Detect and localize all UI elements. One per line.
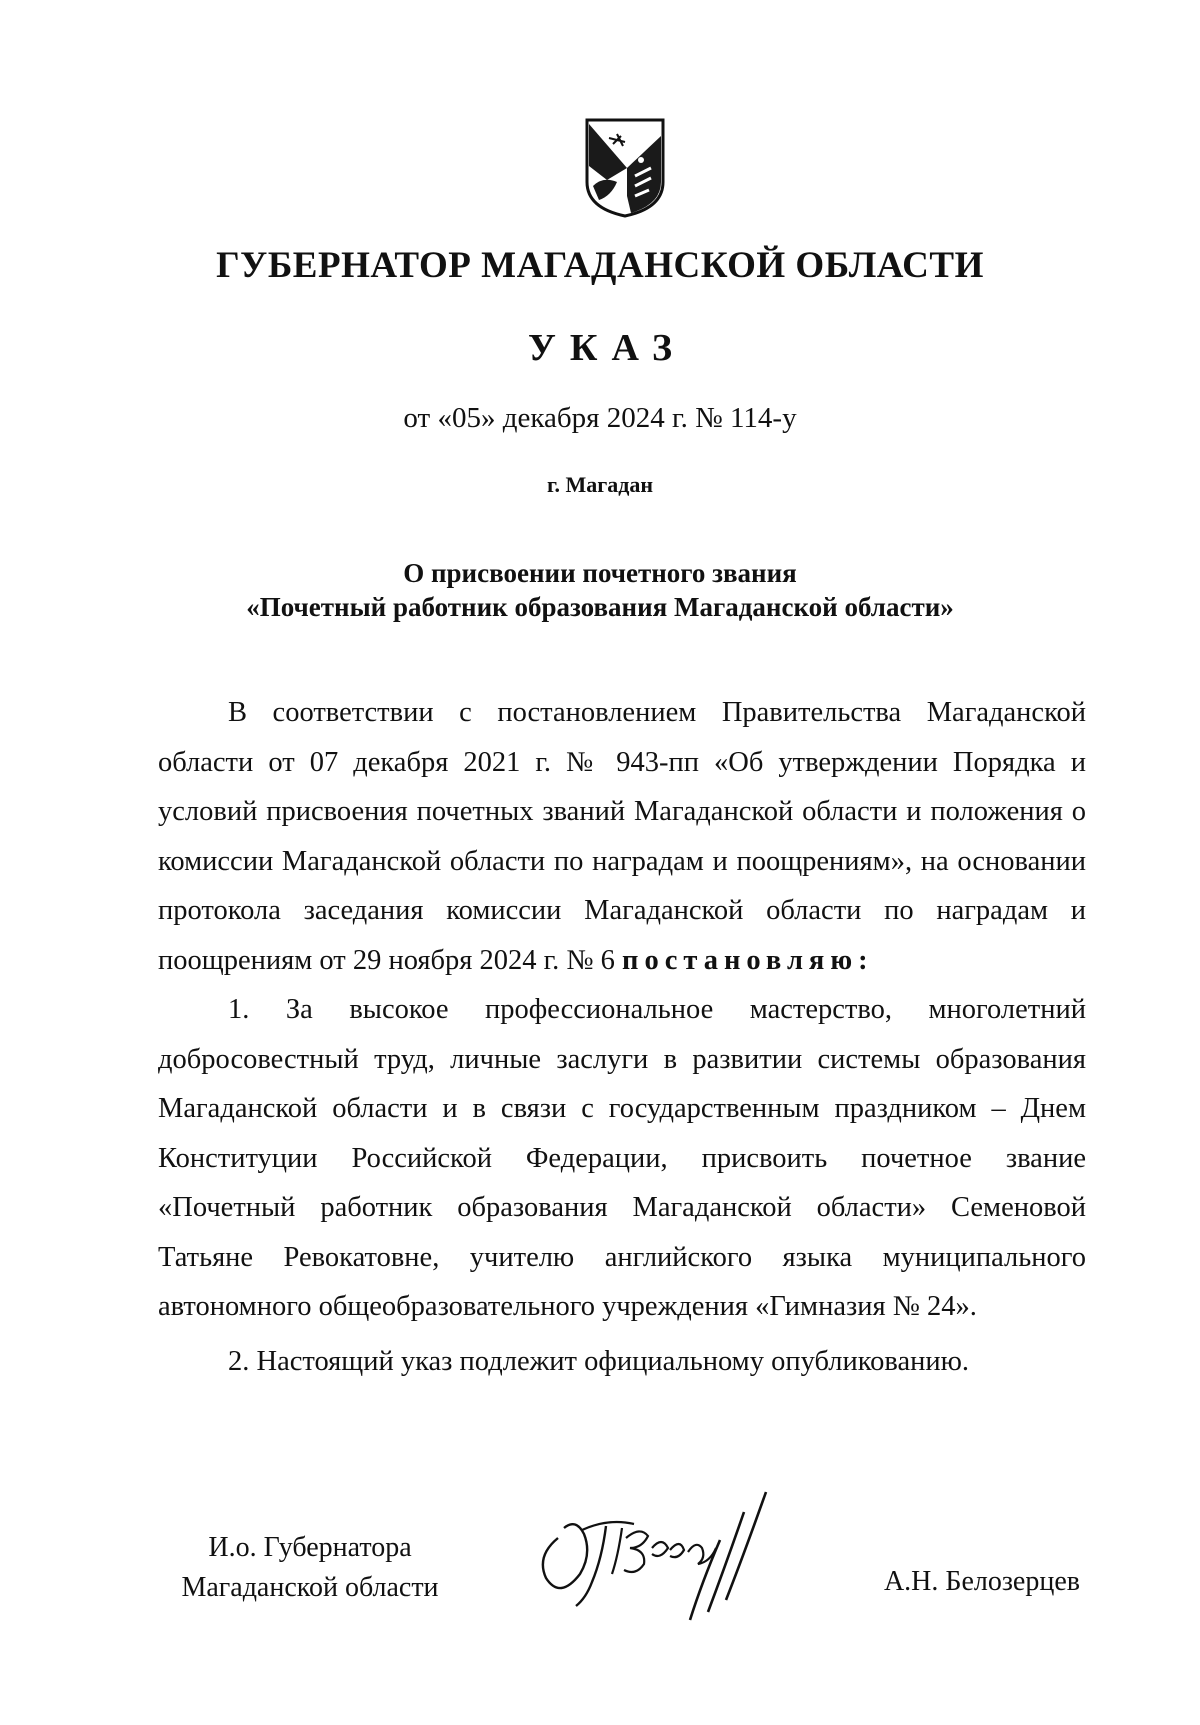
decree-word: постановляю [622, 944, 859, 976]
document-subject [0, 556, 1200, 624]
document-type: УКАЗ [528, 327, 686, 369]
signer-name: А.Н. Белозерцев [883, 1566, 1080, 1597]
preamble-paragraph [158, 688, 1086, 985]
handwritten-signature-icon [530, 1478, 830, 1628]
signatory-title [150, 1528, 470, 1608]
item-1-paragraph: 1. За высокое профессиональное мастерство, многолетний добросовестный труд, личные заслуги в развитии системы образования Магаданской области и в связи с государственным праздником – Днем Конституции Российской Федерации, присвоить почетное звание «Почетный работник образования Магаданской области» Семеновой Татьяне Ревокатовне, учителю английского языка муниципального автономного общеобразовательного учреждения «Гимназия № 24». [158, 994, 1086, 1322]
signatory-title-line-1: И.о. Губернатора [208, 1532, 412, 1563]
document-body [158, 688, 1086, 1386]
subject-line-1: О присвоении почетного звания [403, 558, 797, 588]
document-place: г. Магадан [546, 472, 654, 497]
document-date-number: от «05» декабря 2024 г. № 114-у [403, 402, 797, 434]
signatory-title-line-2: Магаданской области [181, 1572, 439, 1603]
preamble-text: В соответствии с постановлением Правительства Магаданской области от 07 декабря 2021 г. № 943-пп «Об утверждении Порядка и условий присвоения почетных званий Магаданской области и положения о комиссии Магаданской области по наградам и поощрениям», на основании протокола заседания комиссии Магаданской области по наградам и поощрениям от 29 ноября 2024 г. № 6 [158, 697, 1086, 976]
coat-of-arms-icon [583, 116, 667, 220]
decree-punct: : [858, 944, 868, 976]
issuing-authority: ГУБЕРНАТОР МАГАДАНСКОЙ ОБЛАСТИ [216, 245, 984, 286]
item-2-paragraph: 2. Настоящий указ подлежит официальному опубликованию. [228, 1345, 970, 1377]
subject-line-2: «Почетный работник образования Магаданской области» [246, 592, 954, 622]
